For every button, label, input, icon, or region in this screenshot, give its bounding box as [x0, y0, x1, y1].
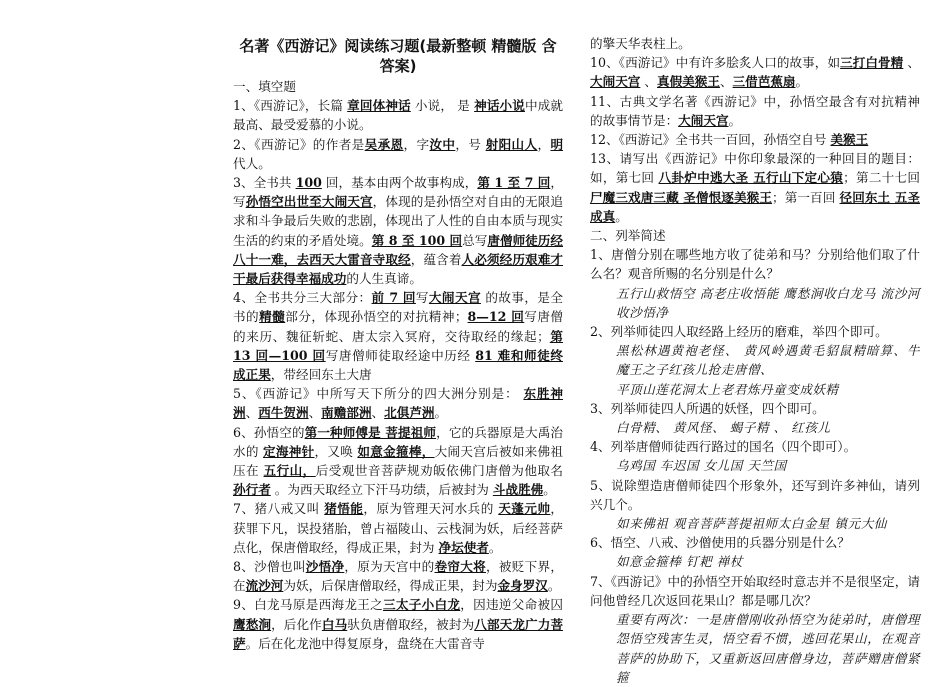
- answer-text: 孙行者: [233, 482, 271, 498]
- answer-text: 第 8 至 100 回: [371, 232, 463, 248]
- answer-text: 天蓬元帅: [498, 501, 551, 517]
- paragraph: [590, 456, 920, 475]
- question-text: 二、列举简述: [590, 228, 666, 244]
- question-text: 5、《西游记》中所写天下所分的四大洲分别是：: [233, 386, 524, 402]
- question-text: 5、说除塑造唐僧师徒四个形象外，还写到许多神仙，请列兴几个。: [590, 477, 920, 512]
- answer-text: 沙悟净: [305, 559, 345, 575]
- paragraph: [590, 226, 920, 245]
- answer-text: 精髓: [259, 309, 286, 325]
- question-text: 、: [640, 74, 657, 90]
- question-text: ，写: [233, 175, 563, 210]
- question-text: ；第一百回: [772, 189, 840, 205]
- answer-text: 北俱芦洲: [384, 405, 435, 421]
- question-text: ，字: [403, 136, 430, 152]
- question-text: 写唐僧的来历、魏征斩蛇、唐太宗入冥府，交待取经的缘起；: [233, 309, 563, 344]
- paragraph: [590, 437, 920, 456]
- question-text: 大闹天宫后被如来佛祖压在: [233, 443, 564, 479]
- paragraph: [590, 130, 920, 149]
- paragraph: [590, 514, 920, 533]
- question-text: 11、古典文学名著《西游记》中，孙悟空最含有对抗精神的故事情节是：: [590, 93, 920, 128]
- question-text: 1、《西游记》，长篇: [233, 98, 348, 114]
- question-text: 。为西天取经立下汗马功绩，后被封为: [270, 482, 493, 498]
- question-text: 部分，体现孙悟空的对抗精神；: [285, 309, 468, 325]
- question-text: 6、孙悟空的: [233, 424, 305, 440]
- answer-text: 神话小说: [474, 98, 525, 114]
- question-text: 、: [719, 74, 733, 90]
- left-column: [233, 36, 563, 653]
- question-text: 平顶山莲花洞太上老君炼丹童变成妖精: [616, 381, 839, 397]
- question-text: 白骨精、 黄风怪、 蝎子精 、 红孩儿: [616, 420, 831, 436]
- question-text: ，原为管理天河水兵的: [363, 501, 499, 517]
- paragraph: [233, 499, 563, 557]
- question-text: 。: [434, 405, 448, 421]
- question-text: 为妖，后保唐僧取经，得成正果，封为: [283, 578, 498, 594]
- question-text: 如意金箍棒 钉耙 禅杖: [616, 554, 743, 570]
- answer-text: 明: [550, 136, 564, 152]
- answer-text: 南赡部洲: [321, 405, 372, 421]
- question-text: 一、填空题: [233, 79, 296, 94]
- question-text: 3、全书共: [233, 175, 296, 191]
- paragraph: [590, 572, 920, 610]
- question-text: 4、全书共分三大部分：: [233, 290, 372, 306]
- answer-text: 美猴王: [830, 132, 869, 148]
- answer-text: 第一种师傅是 菩提祖师: [304, 424, 437, 440]
- paragraph: [233, 384, 563, 422]
- answer-text: 第 1 至 7 回: [477, 175, 551, 191]
- question-text: 、: [903, 55, 920, 71]
- answer-text: 100: [295, 175, 322, 191]
- question-text: 9、白龙马原是西海龙王之: [233, 597, 383, 613]
- question-text: 。后在化龙池中得复原身，盘绕在大雷音寺: [245, 635, 485, 651]
- question-text: ，蕴含着: [410, 251, 462, 267]
- question-text: 4、列举唐僧师徒西行路过的国名（四个即可）。: [590, 439, 857, 455]
- answer-text: 章回体神话: [347, 98, 411, 114]
- answer-text: 三打白骨精: [840, 55, 904, 71]
- question-text: 10、《西游记》中有许多脍炙人口的故事，如: [590, 55, 841, 71]
- answer-text: 径回东土 五圣成真: [590, 189, 920, 224]
- question-text: 黑松林遇黄袍老怪、 黄风岭遇黄毛貂鼠精暗算、牛魔王之子红孩儿抢走唐僧、: [616, 343, 920, 378]
- paragraph: [233, 77, 563, 96]
- question-text: 驮负唐僧取经，被封为: [347, 616, 475, 632]
- answer-text: 五行山，: [263, 463, 316, 479]
- paragraph: [590, 533, 920, 552]
- answer-text: 8—12 回: [467, 309, 525, 325]
- question-text: 后受观世音菩萨规劝皈依佛门唐僧为他取名: [315, 463, 564, 479]
- paragraph: [233, 423, 563, 500]
- answer-text: 金身罗汉: [497, 578, 548, 594]
- question-text: ，号: [455, 136, 486, 152]
- paragraph: [590, 476, 920, 514]
- answer-text: 第 13 回—100 回: [233, 328, 564, 363]
- paragraph: [590, 418, 920, 437]
- question-text: ，被贬下界，在: [233, 559, 564, 594]
- answer-text: 人必须经历艰难才干最后获得幸福成功: [233, 251, 564, 287]
- question-text: 五行山救悟空 高老庄收悟能 鹰愁涧收白龙马 流沙河收沙悟净: [616, 285, 920, 320]
- answer-text: 真假美猴王: [656, 74, 720, 90]
- answer-text: 八卦炉中逃大圣 五行山下定心猿: [658, 170, 844, 186]
- question-text: 、: [245, 405, 259, 421]
- right-column: [590, 34, 920, 687]
- question-text: ，又唤: [314, 443, 358, 459]
- question-text: 。: [543, 482, 556, 498]
- paragraph: [233, 288, 563, 384]
- answer-text: 白马: [321, 616, 348, 632]
- paragraph: [590, 399, 920, 418]
- answer-text: 斗战胜佛: [492, 482, 544, 498]
- paragraph: [590, 245, 920, 283]
- question-text: 。: [547, 578, 561, 594]
- question-text: ，原为天宫中的: [344, 559, 435, 575]
- paragraph: [590, 92, 920, 130]
- question-text: 。: [795, 74, 809, 90]
- paragraph: [590, 53, 920, 91]
- question-text: 1、唐僧分别在哪些地方收了徒弟和马？分别给他们取了什么名？观音所赐的名分别是什么？: [590, 247, 920, 282]
- question-text: 7、猪八戒又叫: [233, 501, 325, 517]
- question-text: ，它的兵器原是大禹治水的: [233, 424, 564, 459]
- question-text: ，带经回东土大唐: [270, 367, 372, 383]
- paragraph: [233, 96, 563, 134]
- question-text: 小说， 是: [410, 98, 475, 114]
- question-text: 如来佛祖 观音菩萨菩提祖师太白金星 镇元大仙: [616, 516, 887, 532]
- answer-text: 猪悟能: [324, 501, 364, 517]
- paragraph: [590, 380, 920, 399]
- question-text: 、: [308, 405, 322, 421]
- question-text: 重要有两次：一是唐僧刚收孙悟空为徒弟时，唐僧理怨悟空残害生灵，悟空看不惯，逃回花果山，在观音菩萨的协助下，又重新返回唐僧身边，菩萨赠唐僧紧箍: [616, 612, 920, 685]
- paragraph: [233, 557, 563, 595]
- answer-text: 汝中: [429, 136, 456, 152]
- paragraph: [590, 149, 920, 226]
- paragraph: [590, 34, 920, 53]
- answer-text: 定海神针: [263, 443, 315, 459]
- paragraph: [233, 135, 563, 173]
- question-text: 写: [415, 290, 429, 306]
- answer-text: 81 难和师徒终成正果: [233, 347, 563, 383]
- paragraph: [590, 341, 920, 379]
- answer-text: 鹰愁涧: [233, 616, 272, 632]
- answer-text: 大闹天宫: [590, 74, 641, 90]
- answer-text: 孙悟空出世至大闹天宫: [245, 194, 373, 210]
- question-text: 中成就最高、最受爱慕的小说。: [233, 98, 564, 133]
- paragraph: [233, 595, 563, 653]
- paragraph: [590, 610, 920, 687]
- question-text: ，: [537, 136, 551, 152]
- left-column-body: [233, 77, 563, 653]
- answer-text: 三太子小白龙: [382, 597, 461, 613]
- question-text: ，获罪下凡，误投猪胎，曾占福陵山、云栈洞为妖，后经菩萨点化，保唐僧取经，得成正果，封为: [233, 501, 564, 555]
- question-text: 。: [615, 208, 628, 224]
- question-text: ，体现的是孙悟空对自由的无限追求和斗争最后失败的悲剧，体现出了人性的自由本质与现实生活的约束的矛盾处境。: [233, 194, 564, 248]
- answer-text: 大闹天宫: [678, 112, 729, 128]
- question-text: 6、悟空、八戒、沙僧使用的兵器分别是什么？: [590, 535, 850, 551]
- question-text: 乌鸡国 车迟国 女儿国 天竺国: [616, 458, 787, 474]
- answer-text: 如意金箍棒，: [357, 443, 435, 459]
- answer-text: 尸魔三戏唐三藏 圣僧恨逐美猴王: [590, 189, 773, 205]
- question-text: 12、《西游记》全书共一百回，孙悟空自号: [590, 132, 831, 148]
- question-text: 。: [728, 112, 742, 128]
- question-text: 回，基本由两个故事构成，: [321, 175, 478, 191]
- question-text: ，因违逆父命被囚: [460, 597, 564, 613]
- question-text: 3、列举师徒四人所遇的妖怪，四个即可。: [590, 400, 825, 416]
- question-text: 的故事，是全书的: [233, 290, 564, 325]
- answer-text: 唐僧师徒历经八十一难，去西天大雷音寺取经: [233, 232, 564, 267]
- paragraph: [590, 322, 920, 341]
- answer-text: 净坛使者: [438, 539, 489, 555]
- answer-text: 八部天龙广力菩萨: [233, 616, 564, 651]
- paragraph: [590, 552, 920, 571]
- question-text: 的擎天华表柱上。: [590, 36, 691, 51]
- question-text: 7、《西游记》中的孙悟空开始取经时意志并不是很坚定，请问他曾经几次返回花果山？都是哪几次？: [590, 573, 920, 608]
- question-text: 2、列举师徒四人取经路上经历的磨难，举四个即可。: [590, 324, 888, 340]
- question-text: 代人。: [233, 155, 271, 171]
- answer-text: 射阳山人: [485, 136, 538, 152]
- question-text: ，后化作: [271, 616, 322, 632]
- question-text: 。: [488, 539, 502, 555]
- question-text: 2、《西游记》的作者是: [233, 136, 365, 152]
- document-title: 名著《西游记》阅读练习题(最新整顿 精髓版 含答案): [239, 37, 557, 75]
- answer-text: 三借芭蕉扇: [732, 74, 796, 90]
- answer-text: 东胜神洲: [233, 386, 563, 421]
- answer-text: 前 7 回: [371, 290, 416, 306]
- answer-text: 西牛贺洲: [258, 405, 309, 421]
- right-column-body: [590, 34, 920, 687]
- paragraph: [233, 173, 563, 288]
- question-text: 8、沙僧也叫: [233, 559, 306, 575]
- answer-text: 流沙河: [245, 578, 284, 594]
- question-text: 13、请写出《西游记》中你印象最深的一种回目的题目：如，第七回: [590, 151, 920, 186]
- answer-text: 大闹天宫: [428, 290, 481, 306]
- question-text: 写唐僧师徒取经途中历经: [325, 347, 476, 363]
- question-text: 的人生真谛。: [346, 271, 422, 287]
- answer-text: 卷帘大将: [434, 559, 487, 575]
- paragraph: [590, 284, 920, 322]
- question-text: ；第二十七回: [843, 170, 920, 186]
- question-text: 、: [371, 405, 385, 421]
- answer-text: 吴承恩: [364, 136, 404, 152]
- question-text: 总写: [462, 232, 488, 248]
